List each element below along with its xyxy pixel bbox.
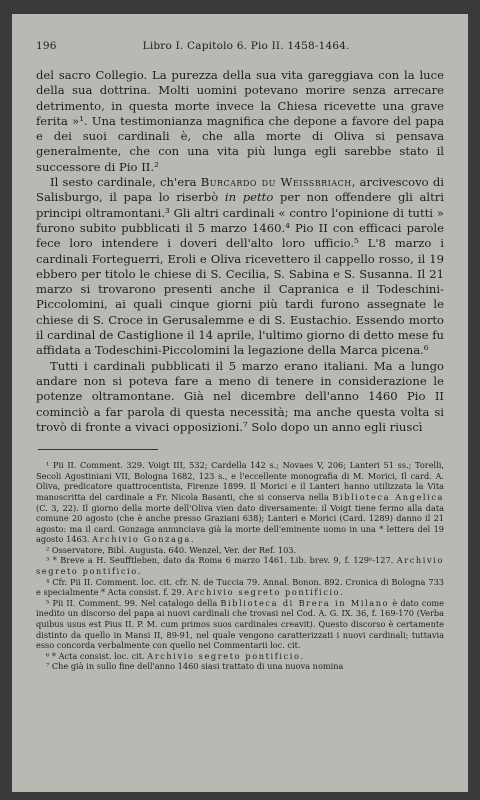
footnote-4-text: ⁴ Cfr. Pii II. Comment. loc. cit. cfr. N. de Tuccia 79. Annal. Bonon. 892. Cronica di Bologna 733 e specialmente * Acta consist. f. 29. — [36, 576, 444, 598]
page-number: 196 — [36, 40, 57, 52]
footnote-3-archive: Archivio segreto pontificio — [36, 555, 444, 577]
footnote-5-text-b: è dato come inedito un discorso del papa ai nuovi cardinali che trovasi nel Cod. A. G. IX. 36, f. 169-170 (Verba quibus usus est Pius II. P. M. cum primos suos cardinales creavit). Questo discorso è certamente distinto da quello in Mansi II, 89-91, nel quale vengono caratterizzati i nuovi cardinali; tuttavia esso concorda verbalmente con quello nei Commentarii loc. cit. — [36, 597, 444, 651]
footnote-1-library: Biblioteca Angelica — [332, 491, 445, 502]
paragraph-2-text-c: per non offendere gli altri principi oltramontani.³ Gli altri cardinali « contro l'opinione di tutti » furono subito pubblicati il 5 marzo 1460.⁴ Pio II con efficaci parole fece loro intendere i doveri dell'alto loro ufficio.⁵ L'8 marzo i cardinali Forteguerri, Eroli e Oliva ricevettero il cappello rosso, il 19 ebbero per titolo le chiese di S. Cecilia, S. Sabina e S. Susanna. Il 21 marzo si trovarono presenti anche il Capranica e il Todeschini-Piccolomini, ai quali cinque giorni più tardi furono assegnate le chiese di S. Croce in Gerusalemme e di S. Eustachio. Essendo morto il cardinal de Castiglione il 14 aprile, l'ultimo giorno di detto mese fu affidata a Todeschini-Piccolomini la legazione della Marca picena.⁶ — [36, 190, 444, 358]
running-head — [36, 40, 444, 52]
footnote-5 — [36, 598, 444, 651]
paragraph-2-text-a: Il sesto cardinale, ch'era — [50, 175, 201, 190]
footnote-5-library: Biblioteca di Brera in Milano — [220, 597, 390, 608]
running-title: Libro I. Capitolo 6. Pio II. 1458-1464. — [142, 40, 350, 52]
footnote-6-archive: Archivio segreto pontificio — [147, 650, 301, 661]
footnote-1-text-b: (C. 3, 22). Il giorno della morte dell'Oliva vien dato diversamente: il Voigt tiene fermo alla data comune 20 agosto (che è anche presso Graziani 638); Lanteri e Morici (Card. 1289) danno il 21 agosto: ma il card. Gonzaga annunciava già la morte dell'eminente uomo in una * lettera del 19 agosto 1463. — [36, 502, 444, 545]
cardinal-name: Burcardo du Weissbriach — [200, 175, 352, 190]
footnote-7: ⁷ Che già in sullo fine dell'anno 1460 siasi trattato di una nuova nomina — [46, 661, 344, 672]
footnote-3-text: ³ * Breve a H. Seufftleben, dato da Roma 6 marzo 1461. Lib. brev. 9, f. 129ᵇ-127. — [46, 555, 397, 566]
book-page — [12, 14, 468, 792]
footnote-6: ⁶ * Acta consist. loc. cit. Archivio segreto pontificio. — [46, 650, 304, 661]
footnote-1-archive: Archivio Gonzaga — [92, 534, 191, 545]
footnote-5-text-a: ⁵ Pii II. Comment. 99. Nel catalogo della — [46, 597, 221, 608]
footnote-rule — [38, 449, 158, 450]
footnote-6-text: ⁶ * Acta consist. loc. cit. — [46, 650, 148, 661]
paragraph-1: del sacro Collegio. La purezza della sua vita gareggiava con la luce della sua dottrina. Molti uomini potevano morire senza arrecare detrimento, in questa morte invece la Chiesa ricevette una grave ferita »¹. Una testimonianza magnifica che depone a favore del papa e dei suoi cardinali è, che alla morte di Oliva si pensava generalmente, che con una vita più lunga egli sarebbe stato il successore di Pio II.² — [36, 68, 444, 174]
footnote-1: ¹ Pii II. Comment. 329. Voigt III, 532; Cardella 142 s.; Novaes V, 206; Lanteri 51 ss.; Torelli, Secoli Agostiniani VII, Bologna 1682, 123 s., e l'eccellente monografia di M. Morici, Il card. A. Oliva, predicatore quattrocentista, Firenze 1899. Il Morici e il Lanteri hanno utilizzata la Vita manoscritta del cardinale a Fr. Nicola Basanti, che si conserva nella Biblioteca Angelica (C. 3, 22). Il giorno della morte dell'Oliva vien dato diversamente: il Voigt tiene fermo alla data comune 20 agosto (che è anche presso Graziani 638); Lanteri e Morici (Card. 1289) danno il 21 agosto: ma il card. Gonzaga annunciava già la morte dell'eminente uomo in una * lettera del 19 agosto 1463. Archivio Gonzaga. — [36, 460, 445, 545]
paragraph-2 — [36, 175, 444, 359]
footnote-3: ³ * Breve a H. Seufftleben, dato da Roma 6 marzo 1461. Lib. brev. 9, f. 129ᵇ-127. Archivio segreto pontificio. — [36, 555, 444, 577]
main-text — [36, 68, 444, 435]
footnote-1-text-a: ¹ Pii II. Comment. 329. Voigt III, 532; Cardella 142 s.; Novaes V, 206; Lanteri 51 ss.; Torelli, Secoli Agostiniani VII, Bologna 1682, 123 s., e l'eccellente monografia di M. Morici, Il card. A. Oliva, predicatore quattrocentista, Firenze 1899. Il Morici e il Lanteri hanno utilizzata la Vita manoscritta del cardinale a Fr. Nicola Basanti, che si conserva nella — [36, 460, 444, 502]
footnote-4-archive: Archivio segreto pontificio — [186, 587, 341, 598]
paragraph-2-italic: in petto — [224, 190, 274, 205]
footnote-4: ⁴ Cfr. Pii II. Comment. loc. cit. cfr. N. de Tuccia 79. Annal. Bonon. 892. Cronica di Bologna 733 e specialmente * Acta consist. f. 29. Archivio segreto pontificio. — [36, 576, 444, 598]
paragraph-2-text-b: , arcivescovo di Salisburgo, il papa lo riserbò — [36, 175, 444, 205]
paragraph-3: Tutti i cardinali pubblicati il 5 marzo erano italiani. Ma a lungo andare non si poteva fare a meno di tenere in considerazione le potenze oltramontane. Già nel dicembre dell'anno 1460 Pio II cominciò a far parola di questa necessità; ma anche questa volta si trovò di fronte a vivaci opposizioni.⁷ Solo dopo un anno egli riuscì — [36, 358, 444, 434]
footnotes — [36, 460, 444, 672]
footnote-2: ² Osservatore, Bibl. Augusta. 640. Wenzel, Ver. der Ref. 103. — [46, 544, 297, 555]
